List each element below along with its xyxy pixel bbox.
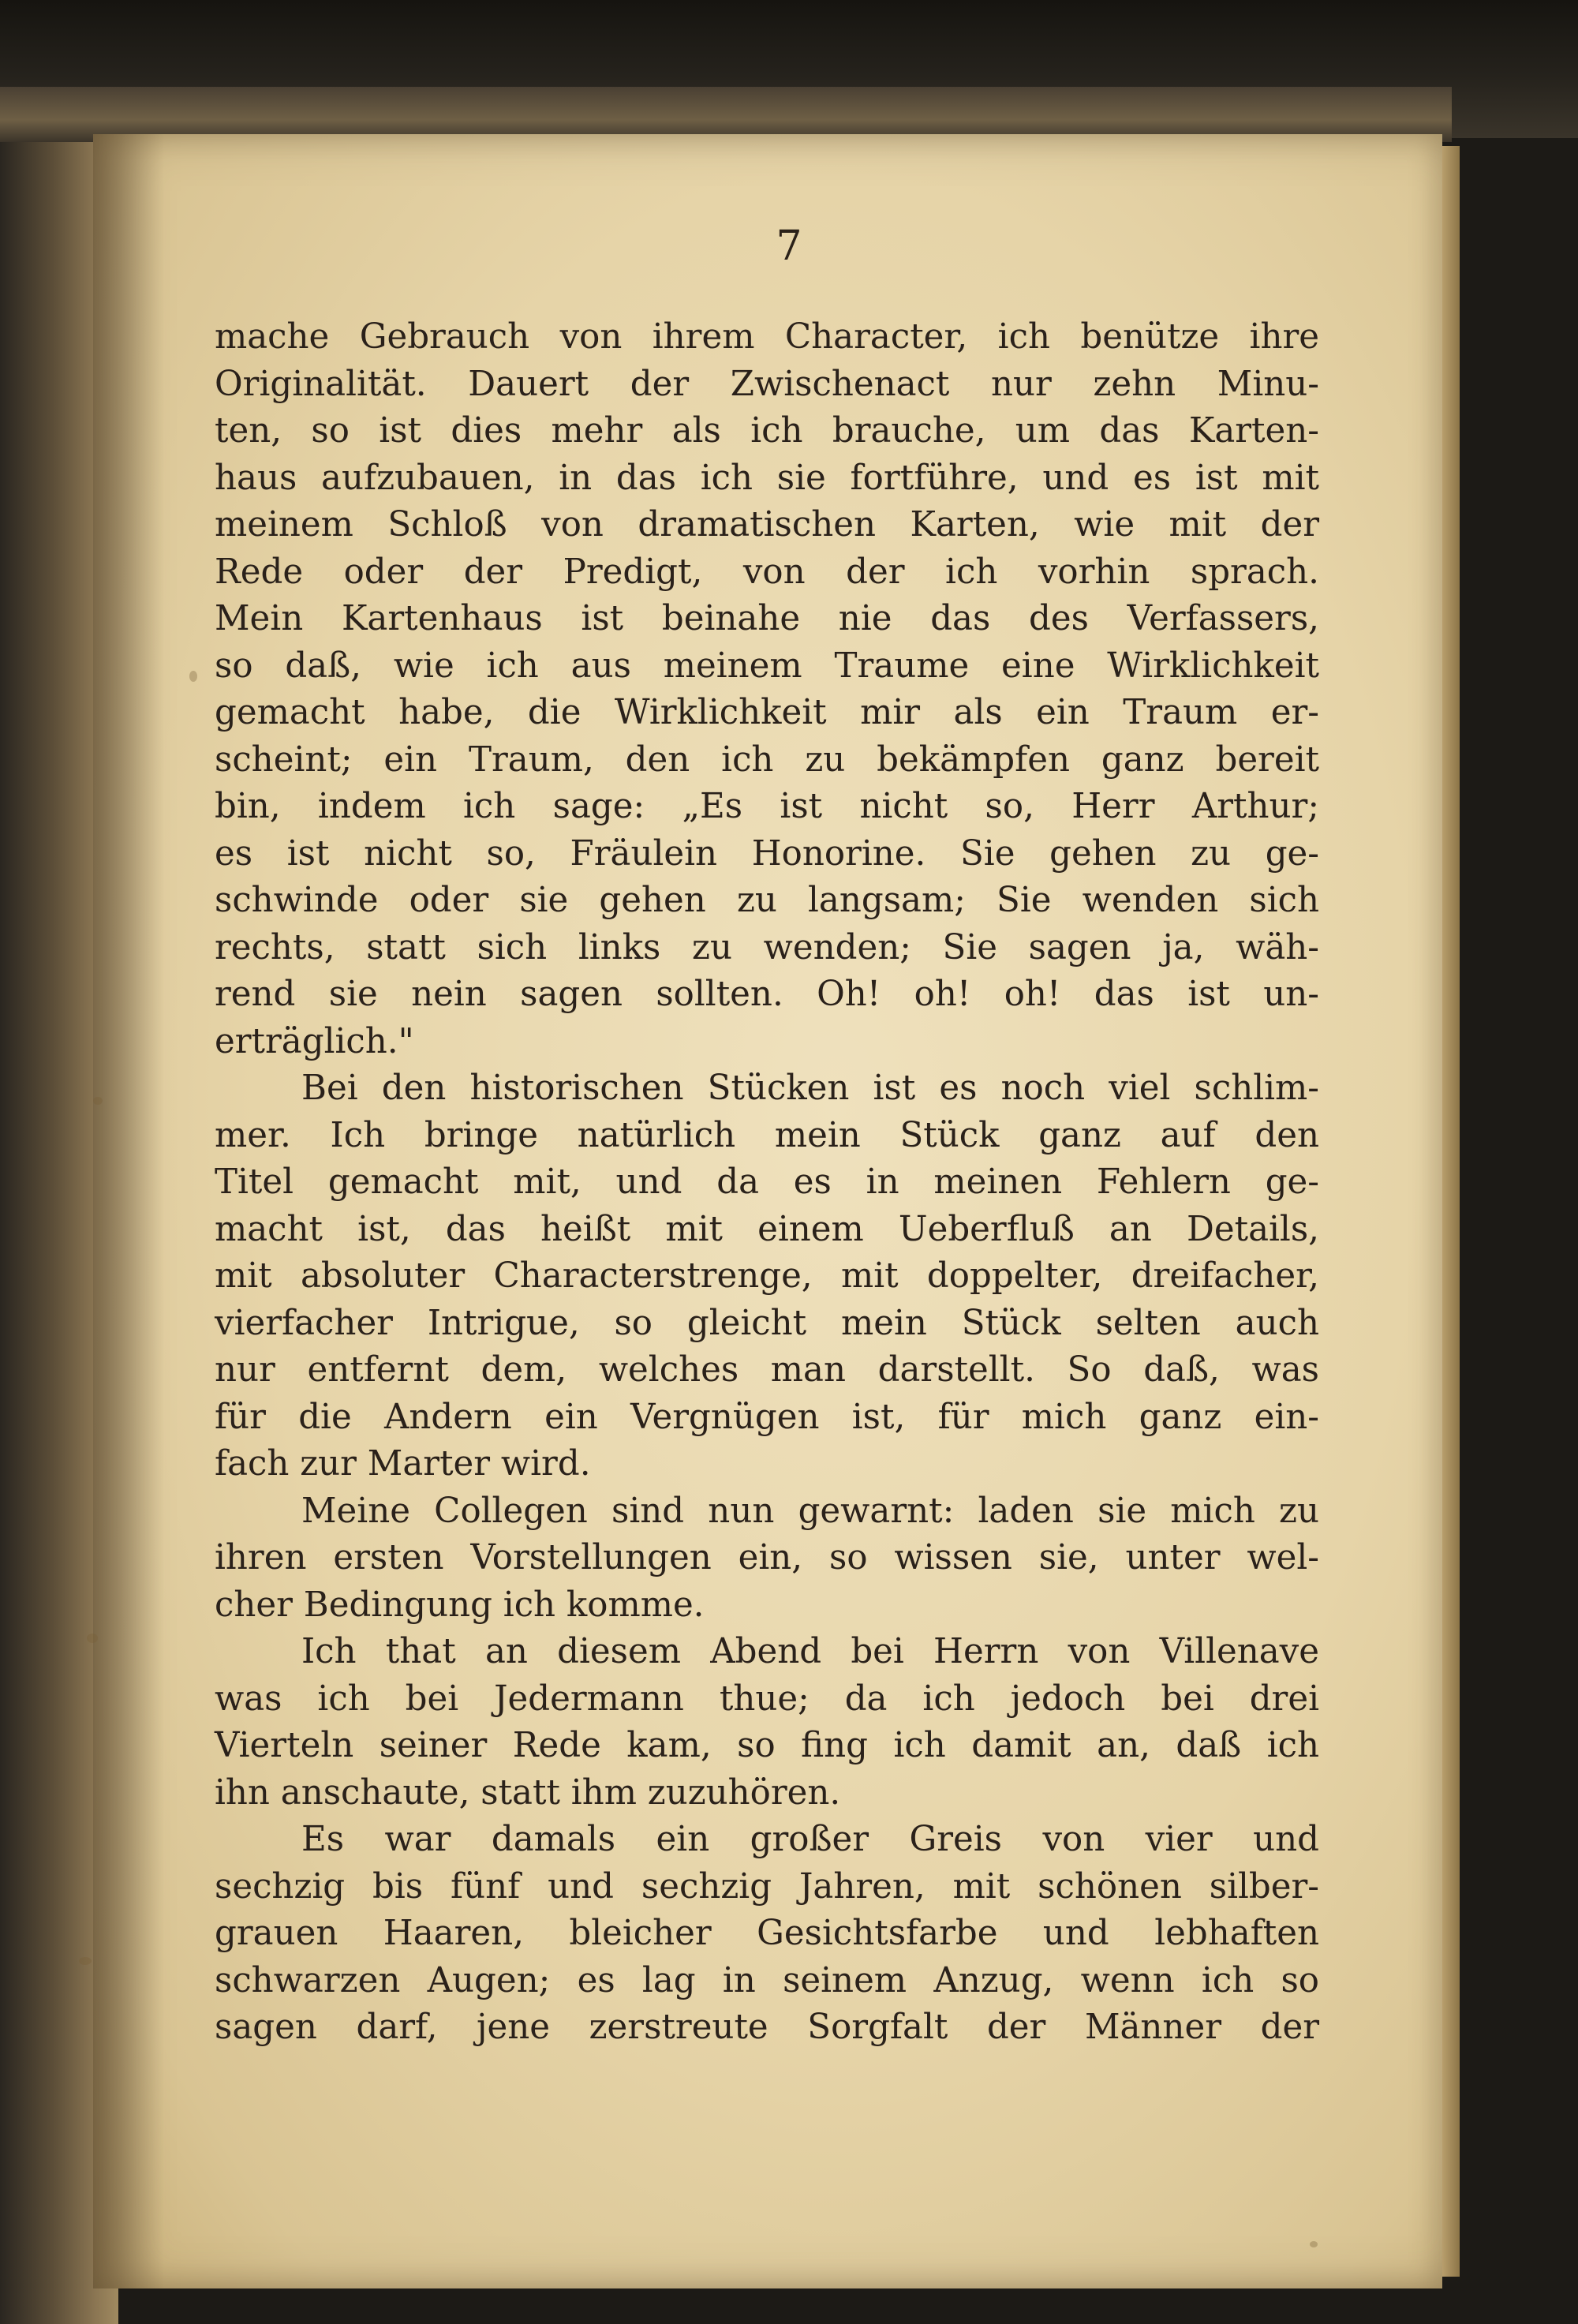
text-line: nur entfernt dem, welches man darstellt. So daß, was xyxy=(215,1350,1319,1390)
text-line: so daß, wie ich aus meinem Traume eine Wirklichkeit xyxy=(215,646,1319,686)
text-line: macht ist, das heißt mit einem Ueberfluß an Details, xyxy=(215,1209,1319,1249)
text-line: erträglich." xyxy=(215,1021,414,1061)
paper-stain xyxy=(87,1634,98,1643)
text-line: was ich bei Jedermann thue; da ich jedoch bei drei xyxy=(215,1678,1319,1719)
text-line: cher Bedingung ich komme. xyxy=(215,1585,705,1625)
paper-stain xyxy=(189,671,197,682)
text-line: fach zur Marter wird. xyxy=(215,1444,591,1484)
text-line: sagen darf, jene zerstreute Sorgfalt der Männer der xyxy=(215,2008,1319,2047)
text-line: Ich that an diesem Abend bei Herrn von Villenave xyxy=(301,1632,1319,1671)
text-line: grauen Haaren, bleicher Gesichtsfarbe und lebhaften xyxy=(215,1914,1319,1953)
paper-stain xyxy=(93,1097,103,1105)
text-line: mer. Ich bringe natürlich mein Stück ganz auf den xyxy=(215,1115,1319,1155)
text-line: Vierteln seiner Rede kam, so fing ich damit an, daß ich xyxy=(215,1726,1319,1765)
text-line: meinem Schloß von dramatischen Karten, wie mit der xyxy=(215,505,1319,545)
page-number: 7 xyxy=(776,223,802,270)
text-line: schwinde oder sie gehen zu langsam; Sie wenden sich xyxy=(215,881,1319,920)
page-gutter-shadow xyxy=(93,134,164,2288)
text-line: rechts, statt sich links zu wenden; Sie sagen ja, wäh- xyxy=(215,927,1319,967)
text-line: scheint; ein Traum, den ich zu bekämpfen ganz bereit xyxy=(215,739,1319,780)
text-line: Rede oder der Predigt, von der ich vorhin sprach. xyxy=(215,552,1319,592)
text-line: Titel gemacht mit, und da es in meinen Fehlern ge- xyxy=(215,1162,1319,1202)
page-edge xyxy=(1442,146,1460,2277)
text-line: gemacht habe, die Wirklichkeit mir als ein Traum er- xyxy=(215,693,1319,732)
text-line: Bei den historischen Stücken ist es noch viel schlim- xyxy=(301,1068,1319,1108)
text-line: ihn anschaute, statt ihm zuzuhören. xyxy=(215,1772,841,1813)
text-line: es ist nicht so, Fräulein Honorine. Sie gehen zu ge- xyxy=(215,833,1319,874)
text-line: Mein Kartenhaus ist beinahe nie das des Verfassers, xyxy=(215,599,1319,638)
text-line: vierfacher Intrigue, so gleicht mein Stück selten auch xyxy=(215,1303,1319,1343)
text-line: mit absoluter Characterstrenge, mit doppelter, dreifacher, xyxy=(215,1256,1319,1296)
text-line: sechzig bis fünf und sechzig Jahren, mit schönen silber- xyxy=(215,1866,1319,1907)
text-line: Originalität. Dauert der Zwischenact nur zehn Minu- xyxy=(215,364,1319,404)
text-line: für die Andern ein Vergnügen ist, für mich ganz ein- xyxy=(215,1397,1319,1437)
text-line: schwarzen Augen; es lag in seinem Anzug, wenn ich so xyxy=(215,1960,1319,2000)
text-line: rend sie nein sagen sollten. Oh! oh! oh! das ist un- xyxy=(215,975,1319,1014)
page-body-text xyxy=(215,314,1319,2052)
text-line: ihren ersten Vorstellungen ein, so wissen sie, unter wel- xyxy=(215,1538,1319,1577)
paper-stain xyxy=(79,1957,92,1965)
text-line: bin, indem ich sage: „Es ist nicht so, Herr Arthur; xyxy=(215,787,1319,826)
text-line: ten, so ist dies mehr als ich brauche, um das Karten- xyxy=(215,411,1319,451)
text-line: Es war damals ein großer Greis von vier und xyxy=(301,1820,1319,1859)
text-line: mache Gebrauch von ihrem Character, ich benütze ihre xyxy=(215,317,1319,357)
paper-stain xyxy=(1310,2241,1318,2247)
text-line: Meine Collegen sind nun gewarnt: laden sie mich zu xyxy=(301,1491,1319,1531)
text-line: haus aufzubauen, in das ich sie fortführe, und es ist mit xyxy=(215,458,1319,498)
